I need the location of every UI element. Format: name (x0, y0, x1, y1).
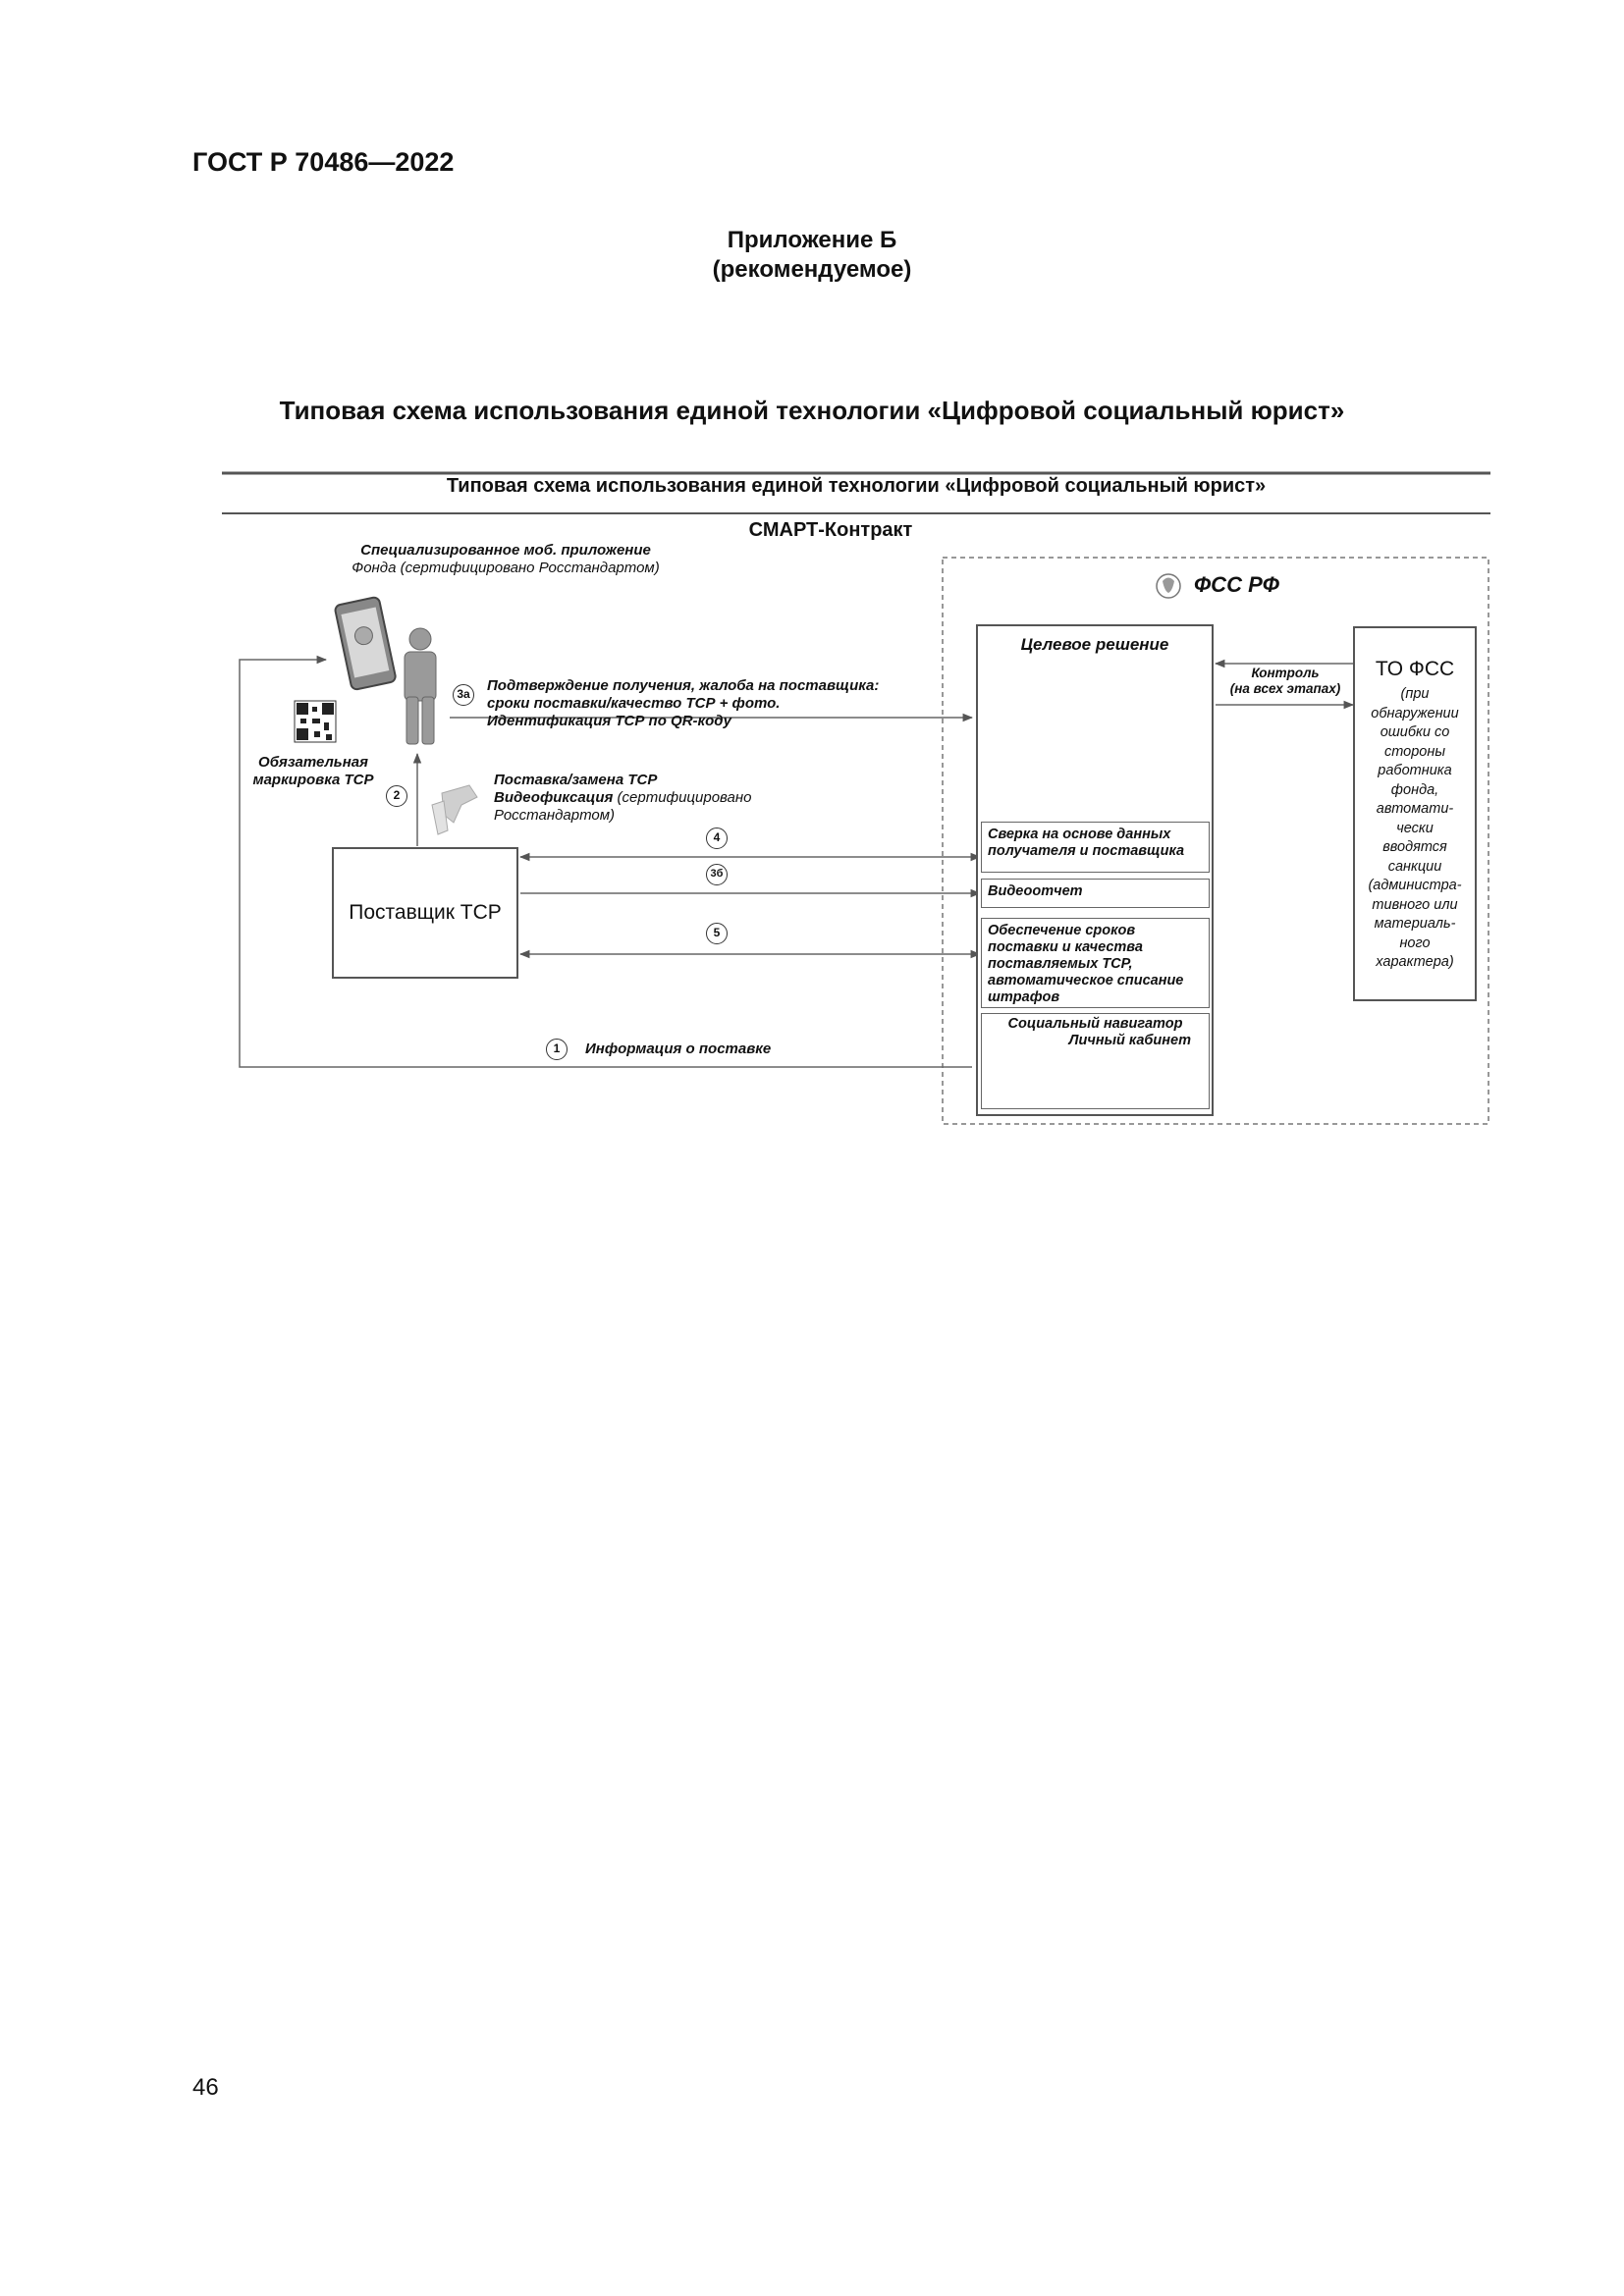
to-fss-note-line: фонда, (1390, 781, 1439, 798)
to-fss-note-line: (при (1400, 686, 1430, 702)
mobile-app-caption (324, 542, 687, 577)
reconciliation-box (981, 822, 1210, 873)
supplier-box (332, 847, 518, 979)
mobile-app-caption-line: Фонда (сертифицировано Росстандартом) (352, 560, 660, 576)
person-icon (405, 628, 436, 744)
to-fss-note-line: работника (1378, 763, 1452, 778)
appendix-title: Приложение Б (727, 227, 897, 253)
social-navigator-label: Социальный навигатор (1007, 1016, 1183, 1032)
page-title: Типовая схема использования единой технологии «Цифровой социальный юрист» (279, 396, 1345, 425)
marking-caption-line: маркировка ТСР (252, 772, 374, 788)
to-fss-note-line: чески (1396, 820, 1434, 836)
step-2-badge: 2 (386, 785, 407, 807)
to-fss-note-line: ошибки со (1380, 724, 1450, 740)
step-3a-line: Идентификация ТСР по QR-коду (487, 713, 731, 729)
reconciliation-label: Сверка на основе данных получателя и поставщика (988, 827, 1185, 859)
step-1-label: Информация о поставке (585, 1041, 772, 1057)
to-fss-title: ТО ФСС (1375, 658, 1455, 680)
marking-caption-line: Обязательная (258, 754, 368, 771)
control-label-line: (на всех этапах) (1229, 681, 1341, 696)
document-code: ГОСТ Р 70486—2022 (192, 147, 455, 177)
step-2-line: Поставка/замена ТСР (494, 772, 658, 788)
step-2-text (494, 772, 818, 825)
fss-emblem-icon (1157, 574, 1180, 598)
to-fss-note-line: автомати- (1376, 801, 1454, 817)
step-3a-badge: 3а (453, 684, 474, 706)
social-navigator-box (981, 1013, 1210, 1109)
to-fss-note-line: тивного или (1372, 896, 1458, 913)
step-2-line-rest: (сертифицировано (613, 789, 752, 806)
fss-logo-text: ФСС РФ (1194, 572, 1279, 597)
to-fss-note-line: (администра- (1368, 878, 1462, 893)
step-3a-text (487, 677, 948, 730)
delivery-assurance-label: Обеспечение сроков поставки и качества поставляемых ТСР, автоматическое списание штрафов (988, 923, 1184, 1005)
step-2-line-bold: Видеофиксация (494, 789, 614, 806)
to-fss-note-line: ного (1399, 934, 1431, 951)
video-report-label: Видеоотчет (988, 883, 1083, 899)
delivery-icon (432, 785, 477, 834)
step-5-badge: 5 (706, 923, 728, 944)
to-fss-note-line: санкции (1387, 858, 1442, 875)
marking-caption (240, 754, 387, 789)
mobile-app-caption-line: Специализированное моб. приложение (360, 542, 651, 559)
to-fss-note-line: обнаружении (1371, 705, 1459, 721)
page-number: 46 (192, 2074, 219, 2101)
step-1-badge: 1 (546, 1039, 568, 1060)
smart-contract-label: СМАРТ-Контракт (748, 519, 913, 541)
step-3a-line: Подтверждение получения, жалоба на поставщика: (487, 677, 880, 694)
step-2-line: Росстандартом) (494, 807, 616, 824)
to-fss-note-line: характера) (1376, 954, 1454, 970)
appendix-subtitle: (рекомендуемое) (712, 256, 912, 283)
delivery-assurance-box (981, 918, 1210, 1008)
to-fss-note-line: стороны (1383, 743, 1445, 760)
video-report-box (981, 879, 1210, 908)
control-label-line: Контроль (1251, 666, 1320, 680)
diagram-band-title: Типовая схема использования единой технологии «Цифровой социальный юрист» (446, 475, 1267, 497)
to-fss-note-line: вводятся (1382, 839, 1447, 855)
smartphone-icon (334, 597, 396, 691)
supplier-box-label: Поставщик ТСР (349, 901, 502, 924)
to-fss-box (1353, 626, 1477, 1001)
to-fss-note-line: материаль- (1374, 916, 1456, 932)
target-solution-title: Целевое решение (1020, 635, 1169, 654)
step-3a-line: сроки поставки/качество ТСР + фото. (487, 695, 781, 712)
personal-account-label: Личный кабинет (1068, 1033, 1191, 1048)
control-label (1216, 666, 1355, 697)
qr-code-icon (295, 701, 336, 742)
step-3b-badge: 3б (706, 864, 728, 885)
to-fss-note (1355, 685, 1475, 973)
step-4-badge: 4 (706, 828, 728, 849)
